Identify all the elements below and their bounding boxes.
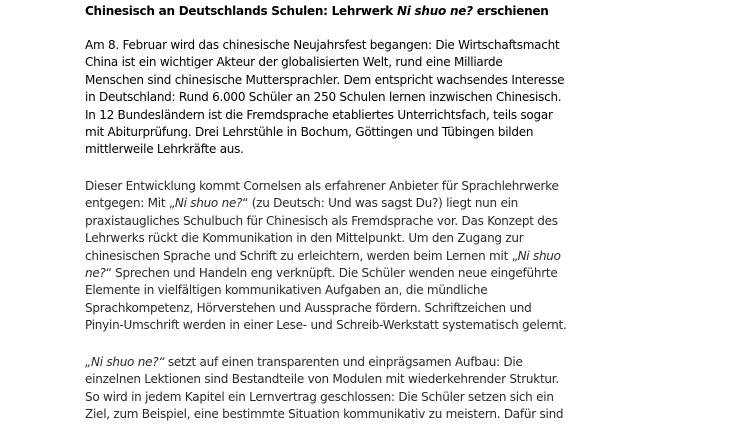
lead-line: mit Abiturprüfung. Drei Lehrstühle in Bochum, Göttingen und Tübingen bilden: [85, 125, 534, 140]
para2-text: entgegen: Mit „: [85, 196, 175, 211]
para2-text: chinesischen Sprache und Schrift zu erleichtern, werden beim Lernen mit „: [85, 248, 518, 263]
lead-line: In 12 Bundesländern ist die Fremdsprache etabliertes Unterrichtsfach, teils sogar: [85, 107, 553, 122]
body-paragraph-3: [85, 354, 563, 424]
para2-line: Sprachkompetenz, Hörverstehen und Aussprache fördern. Schriftzeichen und: [85, 300, 532, 315]
para3-text: setzt auf einen transparenten und einprägsamen Aufbau: Die: [164, 355, 523, 369]
para2-line: [85, 195, 567, 212]
para2-book-title: Ni shuo: [517, 248, 561, 263]
para2-book-title: ne?: [85, 266, 106, 281]
headline-book-title: Ni shuo ne?: [396, 4, 473, 18]
para3-line: So wird in jedem Kapitel ein Lernvertrag geschlossen: Die Schüler setzen sich ein: [85, 389, 554, 404]
para2-text: “ Sprechen und Handeln eng verknüpft. Die Schüler wenden neue eingeführte: [105, 266, 558, 281]
lead-line: China ist ein wichtiger Akteur der globalisierten Welt, rund eine Milliarde: [85, 55, 503, 70]
para2-line: Elemente in vielfältigen kommunikativen Aufgaben an, die mündliche: [85, 283, 488, 298]
lead-line: Am 8. Februar wird das chinesische Neujahrsfest begangen: Die Wirtschaftsmacht: [85, 38, 560, 52]
para2-line: Pinyin-Umschrift werden in einer Lese- und Schreib-Werkstatt systematisch gelernt.: [85, 318, 567, 333]
para3-line: Ziel, zum Beispiel, eine bestimmte Situation kommunikativ zu meistern. Dafür sind: [85, 407, 564, 422]
para2-book-title: Ni shuo ne?: [174, 196, 243, 211]
lead-line: mittlerweile Lehrkräfte aus.: [85, 142, 244, 157]
para3-book-title: „Ni shuo ne?“: [85, 355, 165, 369]
para2-text: “ (zu Deutsch: Und was sagst Du?) liegt nun ein: [242, 196, 519, 211]
body-paragraph-2: [85, 178, 567, 335]
lead-line: in Deutschland: Rund 6.000 Schüler an 250 Schulen lernen inzwischen Chinesisch.: [85, 90, 562, 105]
headline-suffix: erschienen: [472, 4, 549, 18]
para3-line: [85, 354, 563, 371]
para2-line: Dieser Entwicklung kommt Cornelsen als erfahrener Anbieter für Sprachlehrwerke: [85, 179, 559, 193]
lead-paragraph: [85, 37, 564, 159]
para2-line: praxistaugliches Schulbuch für Chinesisch als Fremdsprache vor. Das Konzept des: [85, 213, 558, 228]
lead-line: Menschen sind chinesische Muttersprachler. Dem entspricht wachsendes Interesse: [85, 72, 565, 87]
article-headline: [85, 3, 549, 20]
headline-prefix: Chinesisch an Deutschlands Schulen: Lehrwerk: [85, 4, 397, 18]
para2-line: [85, 265, 567, 282]
para2-line: Lehrwerks rückt die Kommunikation in den Mittelpunkt. Um den Zugang zur: [85, 231, 524, 246]
para3-line: einzelnen Lektionen sind Bestandteile von Modulen mit wiederkehrender Struktur.: [85, 372, 559, 387]
para2-line: [85, 248, 567, 265]
